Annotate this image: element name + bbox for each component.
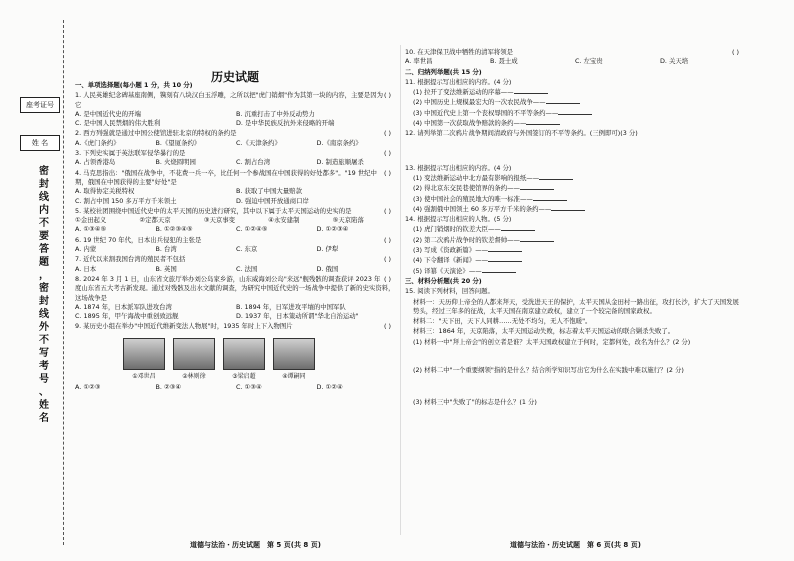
option: A.《虎门条约》 (75, 138, 120, 147)
option: D. 伊犁 (316, 245, 339, 254)
question-13: 13. 根据提示写出相应的内容。(4 分) (405, 163, 512, 172)
option: C.《天津条约》 (236, 138, 281, 147)
question-options (75, 158, 397, 167)
answer-line (501, 224, 535, 231)
answer-line (558, 108, 592, 115)
section-heading: 二、归纳列举题(共 15 分) (405, 67, 482, 76)
fill-label: (1) 拉开了变法维新运动的序幕—— (413, 88, 514, 97)
answer-line (488, 255, 522, 262)
q14-items (405, 224, 745, 275)
seal-warning-text (38, 165, 50, 425)
q13-items (405, 173, 745, 214)
exam-number-box: 座考证号 (20, 97, 60, 113)
question-stem: 3. 下列史实属于英法联军侵华暴行的是 (75, 149, 186, 158)
fill-label: (2) 第二次鸦片战争时的钦差督帅—— (413, 235, 520, 244)
fill-item (413, 245, 745, 255)
seal-char: 、 (39, 387, 49, 398)
question-11: 11. 根据提示写出相应的内容。(4 分) (405, 77, 512, 86)
page-divider (400, 45, 401, 535)
seal-char: 不 (39, 218, 49, 229)
answer-paren: ( ) (383, 168, 391, 177)
sub-question-1: (1) 材料一中"拜上帝会"的创立者是谁？太平天国政权建立于何时，定都何处，改名为什么？(2 分) (413, 337, 691, 346)
option: B. ①②③④⑤ (155, 225, 193, 234)
option: D. 制造旅顺屠杀 (316, 158, 364, 167)
option: D. 关天培 (660, 57, 689, 66)
seal-char: 名 (39, 413, 49, 424)
question-4 (75, 169, 397, 188)
question-10: ( ) 10. 在天津保卫战中牺牲的清军将领是 (405, 48, 739, 56)
answer-paren: ( ) (383, 274, 391, 283)
option: A. 内蒙 (75, 245, 97, 254)
fill-item (413, 173, 745, 183)
material-2: 材料二："天下田，天下人同耕……无处不均匀，无人不饱暖"。 (413, 317, 592, 326)
option: B. ②③④ (155, 383, 182, 392)
fill-item (413, 204, 745, 214)
option: C. 1895 年，甲午海战中重创致远舰 (75, 312, 179, 321)
left-column (75, 60, 397, 392)
answer-paren: ( ) (383, 322, 391, 331)
answer-paren: ( ) (383, 206, 391, 215)
option: C. 割占中国 150 多万平方千米领土 (75, 196, 177, 205)
fill-item (413, 87, 745, 97)
portrait-caption: ③梁启超 (232, 372, 256, 380)
option: C. 是中国人民禁烟的伟大胜利 (75, 119, 161, 128)
answer-paren: ( ) (383, 235, 391, 244)
option: D. 强迫中国开放通商口岸 (236, 196, 309, 205)
option: A. ①③④⑤ (75, 225, 107, 234)
seal-char: 答 (39, 244, 49, 255)
portrait (173, 338, 215, 381)
seal-char: ， (39, 270, 49, 281)
portrait (273, 338, 315, 381)
fill-item (413, 255, 745, 265)
option: D. 俄国 (316, 264, 339, 273)
seal-char: 封 (39, 296, 49, 307)
option: C. ①②④⑤ (236, 225, 268, 234)
question-stem: 5. 某校社团围绕中国近代史中的太平天国的历史进行研究，其中以下属于太平天国运动的史实的是 (75, 206, 352, 215)
q9-options (75, 383, 397, 392)
fill-label: (4) 强割俄中国领土 60 多万平方千米的条约—— (413, 204, 552, 213)
fill-label: (3) 使中国社会的殖民地大的唯一标准—— (413, 194, 533, 203)
question-stem: 8. 2024 年 3 月 1 日，山东省文旅厅举办刘公岛家乡游，山东威海刘公岛"来远"舰残骸的调查获评 2023 年度山东省五大考古新发现。通过对残骸及出水文献的调查，为研究中国近代史的一场战争中提供了新的史实资料，这场战争是 (75, 274, 395, 302)
question-stem: 4. 马克思指出："俄国在战争中，不花费一兵一卒，比任何一个参战国在中国获得的好处都多"。"19 世纪中期，俄国在中国获得的主要"好处"是 (75, 168, 377, 186)
fill-item (413, 108, 745, 118)
option: A. 是中国近代史的开端 (75, 109, 141, 118)
option: A. 1874 年，日本派军队进攻台湾 (75, 302, 172, 311)
fill-label: (4) 下令翻译《新闻》—— (413, 256, 488, 265)
question-7 (75, 236, 397, 245)
portrait-caption: ④谭嗣同 (282, 372, 306, 380)
seal-char: 号 (39, 374, 49, 385)
option: C. 法国 (236, 264, 258, 273)
option: D. 是中华民族反抗外来侵略的开端 (236, 119, 335, 128)
right-column (405, 47, 745, 408)
portrait-caption: ①邓世昌 (132, 372, 156, 380)
answer-line (482, 266, 516, 273)
portrait (123, 338, 165, 381)
answer-line (546, 97, 580, 104)
fill-item (413, 97, 745, 107)
option: ①金田起义 (75, 216, 107, 225)
answer-line (514, 87, 548, 94)
seal-char: 密 (39, 166, 49, 177)
question-3 (75, 149, 397, 158)
material-1: 材料一：天历仰上帝全的人都来拜天，受洗进天王的保护，太平天国从金田村一路出征，攻打长沙，扩大了天国发展势头，经过三年多的征战，太平天国在南京建立政权，建立了一个较完备的国家政权。 (413, 297, 739, 315)
option: B. 沉重打击了中外反动势力 (236, 109, 315, 118)
seal-char: 不 (39, 335, 49, 346)
option: ②定都天京 (139, 216, 171, 225)
option: B. 英国 (155, 264, 177, 273)
portrait-caption: ②林则徐 (182, 372, 206, 380)
q11-items (405, 87, 745, 128)
question-options (75, 110, 397, 129)
question-10 (75, 322, 397, 331)
question-options (75, 303, 397, 322)
question-options (75, 139, 397, 148)
material-3: 材料三：1864 年，天京陷落，太平天国运动失败，标志着太平天国运动的联合剿杀失败了。 (413, 327, 675, 336)
option: ⑤天京陷落 (332, 216, 364, 225)
option: C. 割占台湾 (236, 158, 271, 167)
answer-line (520, 235, 554, 242)
seal-char: 外 (39, 322, 49, 333)
fill-item (413, 266, 745, 276)
option: C. 东京 (236, 245, 258, 254)
option: ③天京事变 (203, 216, 236, 225)
option: A. ①②③ (75, 383, 101, 392)
option: D. 1937 年，日本策动所谓"华北自治运动" (236, 312, 359, 321)
question-2 (75, 129, 397, 138)
seal-char: 题 (39, 257, 49, 268)
question-9 (75, 275, 397, 303)
name-box: 姓 名 (20, 135, 60, 151)
seal-line (63, 20, 64, 545)
option: D. ①②③④ (316, 225, 349, 234)
fill-label: (3) 中国近代史上第一个丧权辱国的不平等条约—— (413, 108, 559, 117)
option: B. 聂士成 (490, 57, 518, 66)
question-list (75, 91, 397, 331)
option: A. 取得协定关税特权 (75, 187, 135, 196)
answer-paren: ( ) (383, 91, 391, 100)
answer-line (488, 245, 522, 252)
answer-paren: ( ) (383, 129, 391, 138)
portrait-photo (223, 338, 265, 370)
question-stem: 9. 某历史小组在举办"中国近代维新变法人物展"时，1935 年时上下入物图片 (75, 322, 293, 331)
option: B. 1894 年，日军进攻平壤的中国军队 (236, 302, 346, 311)
question-15: 15. 阅读下列材料，回答问题。 (405, 287, 494, 296)
seal-char: 线 (39, 192, 49, 203)
option: A. 占领香港岛 (75, 158, 116, 167)
portrait (223, 338, 265, 381)
option: B.《望厦条约》 (155, 138, 201, 147)
option: C. 左宝贵 (575, 57, 603, 66)
portrait-photo (123, 338, 165, 370)
section-heading: 一、单项选择题(每小题 1 分，共 10 分) (75, 81, 193, 89)
option: D. ①②④ (316, 383, 343, 392)
portrait-photo (173, 338, 215, 370)
fill-item (413, 224, 745, 234)
fill-label: (4) 中国第一次获取战争赔款的条约—— (413, 119, 527, 128)
fill-label: (2) 得北京东交民巷使馆界的条约—— (413, 184, 520, 193)
fill-label: (3) 写成《资政新篇》—— (413, 246, 488, 255)
fill-label: (2) 中国历史上规模最宏大的一次农民战争—— (413, 98, 546, 107)
option: ④永安建制 (268, 216, 300, 225)
answer-line (539, 173, 573, 180)
answer-line (526, 118, 560, 125)
question-options (75, 187, 397, 206)
question-stem: 1. 人民英雄纪念碑基座南侧，镌刻有八块汉白玉浮雕，之所以把"虎门销烟"作为其第一块的内容，主要是因为它 (75, 91, 383, 109)
fill-item (413, 194, 745, 204)
sub-question-2: (2) 材料二中"一个重要纲领"指的是什么？结合所学知识写出它为什么在实践中难以施行？(2 分) (413, 366, 684, 375)
option: A. 日本 (75, 264, 97, 273)
fill-item (413, 118, 745, 128)
seal-char: 考 (39, 361, 49, 372)
answer-paren: ( ) (383, 255, 391, 264)
option: A. 率世昌 (405, 57, 433, 66)
seal-char: 封 (39, 179, 49, 190)
answer-paren: ( ) (383, 149, 391, 158)
question-14: 14. 根据提示写出相应的人物。(5 分) (405, 215, 512, 224)
portrait-row (123, 338, 397, 381)
seal-char: 姓 (39, 400, 49, 411)
option: C. ①③④ (236, 383, 262, 392)
question-options (75, 216, 397, 225)
right-footer: 道德与法治・历史试题 第 6 页(共 8 页) (510, 541, 641, 549)
fill-item (413, 183, 745, 193)
seal-char: 写 (39, 348, 49, 359)
question-8 (75, 255, 397, 264)
fill-label: (1) 虎门销烟时的钦差大臣—— (413, 225, 501, 234)
sub-question-3: (3) 材料三中"失败了"的标志是什么？(1 分) (413, 398, 537, 407)
seal-char: 内 (39, 205, 49, 216)
binding-strip (0, 0, 70, 561)
seal-char: 要 (39, 231, 49, 242)
seal-char: 线 (39, 309, 49, 320)
question-options (75, 225, 397, 234)
option: B. 台湾 (155, 245, 177, 254)
question-options (75, 265, 397, 274)
question-stem: 7. 近代以来割我国台湾的殖民者不包括 (75, 255, 186, 264)
page-title: 历史试题 (210, 70, 259, 84)
question-options (75, 245, 397, 254)
q10-options (405, 57, 745, 66)
fill-item (413, 235, 745, 245)
option: B. 火烧圆明园 (155, 158, 196, 167)
question-stem: 2. 西方列强就是通过中国公使馆进驻北京的特权的条约是 (75, 129, 237, 138)
question-5 (75, 207, 397, 216)
option: D.《南京条约》 (316, 138, 362, 147)
portrait-photo (273, 338, 315, 370)
left-footer: 道德与法治・历史试题 第 5 页(共 8 页) (190, 541, 321, 549)
question-stem: 6. 19 世纪 70 年代，日本出兵侵犯的主张是 (75, 235, 202, 244)
answer-line (520, 183, 554, 190)
answer-line (551, 204, 585, 211)
fill-label: (5) 译纂《天演论》—— (413, 266, 482, 275)
fill-label: (1) 变法维新运动中北方最有影响的报纸—— (413, 173, 540, 182)
option: B. 获取了中国大量赔款 (236, 187, 302, 196)
question-1 (75, 91, 397, 110)
section-heading: 三、材料分析题(共 20 分) (405, 276, 482, 285)
question-12: 12. 请列举第二次鸦片战争期间清政府与外国签订的不平等条约。(三例即可)(3 分) (405, 129, 638, 138)
seal-char: 密 (39, 283, 49, 294)
answer-line (533, 194, 567, 201)
